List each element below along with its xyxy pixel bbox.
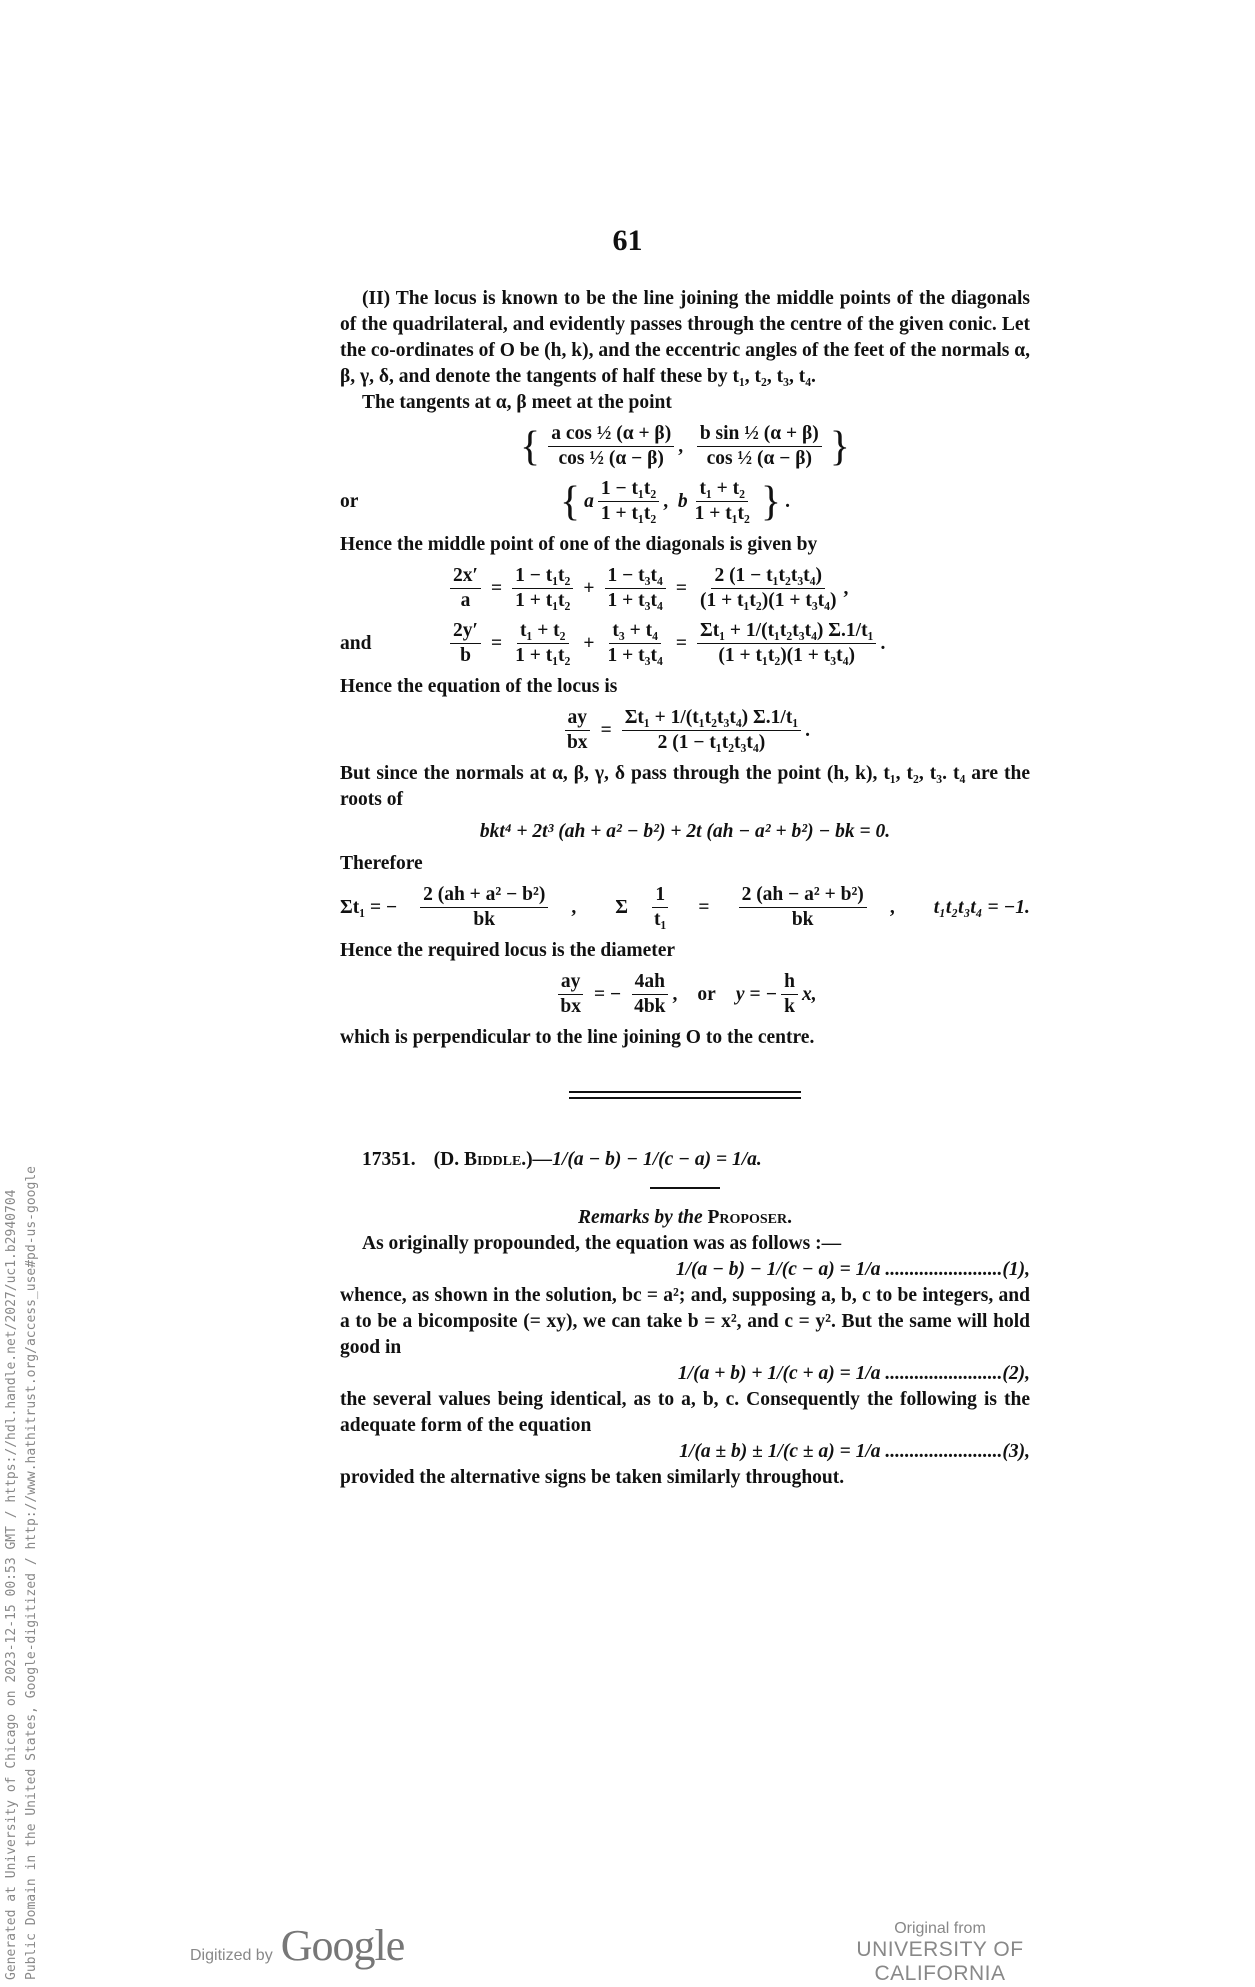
equation-sums: Σt₁ = − $\frac{\text{2 (ah + a² − b²)}}{bk}$ , Σ $\frac{1}{\text{t₁}}$ = $\frac{\text{2 (ah − a² + b²)}}{bk}$ , t₁t₂t₃t₄ = −1. bbox=[340, 884, 1030, 930]
original-from-label: Original from bbox=[894, 1920, 986, 1937]
remarks-title: Remarks by the Proposer. bbox=[578, 1207, 792, 1228]
short-divider bbox=[650, 1187, 720, 1189]
equation-locus: $\frac{ay}{bx}$ = $\frac{\text{Σt₁ + 1/(t₁t₂t₃t₄) Σ.1/t₁}}{\text{2 (1 − t₁t₂t₃t₄)}}$ . bbox=[340, 706, 1030, 755]
university-label: UNIVERSITY OF CALIFORNIA bbox=[856, 1938, 1024, 1985]
section-divider bbox=[569, 1091, 801, 1099]
problem-number: 17351. bbox=[362, 1149, 416, 1170]
equation-3: 1/(a ± b) ± 1/(c ± a) = 1/a ........................(3), bbox=[679, 1441, 1030, 1462]
problem-heading bbox=[340, 1147, 1030, 1173]
provenance-sidebar bbox=[0, 980, 60, 1980]
problem-statement: —1/(a − b) − 1/(c − a) = 1/a. bbox=[532, 1149, 762, 1170]
remarks-intro: As originally propounded, the equation was as follows :— bbox=[362, 1233, 842, 1254]
equation-mid-y: and $\frac{2y'}{b}$ = $\frac{\text{t₁ + t₂}}{\text{1 + t₁t₂}}$ + $\frac{\text{t₃ + t₄}}{\text{1 + t₃t₄}}$ = $\frac{\text{Σt₁ + 1/(t₁t₂t₃t₄) Σ.1/t₁}}{\text{(1 + t₁t₂)(1 + t₃t₄)}}$ . bbox=[340, 620, 886, 666]
paragraph-normals: But since the normals at α, β, γ, δ pass through the point (h, k), t₁, t₂, t₃. t₄ are the roots of bbox=[340, 763, 1030, 810]
paragraph-tangents: The tangents at α, β meet at the point bbox=[362, 392, 672, 413]
sidebar-line-2: Public Domain in the United States, Google-digitized / http://www.hathitrust.org/access_use#pd-us-google bbox=[24, 1166, 39, 1980]
equation-mid-x: $\frac{2x'}{a}$ = $\frac{\text{1 − t₁t₂}}{\text{1 + t₁t₂}}$ + $\frac{\text{1 − t₃t₄}}{\text{1 + t₃t₄}}$ = $\frac{\text{2 (1 − t₁t₂t₃t₄)}}{\text{(1 + t₁t₂)(1 + t₃t₄)}}$ , bbox=[340, 564, 1030, 613]
sidebar-line-1: Generated at University of Chicago on 2023-12-15 00:53 GMT / https://hdl.handle.net/2027/uc1.b2940704 bbox=[4, 1189, 19, 1980]
remarks-paragraph-2: whence, as shown in the solution, bc = a²; and, supposing a, b, c to be integers, and a to be a bicomposite (= xy), we can take b = x², and c = y². But the same will hold good in bbox=[340, 1285, 1030, 1358]
equation-quartic: bkt⁴ + 2t³ (ah + a² − b²) + 2t (ah − a² + b²) − bk = 0. bbox=[479, 821, 891, 842]
paragraph-diameter: Hence the required locus is the diameter bbox=[340, 940, 676, 961]
digitized-by-label: Digitized by bbox=[190, 1947, 273, 1964]
equation-2: 1/(a + b) + 1/(c + a) = 1/a ........................(2), bbox=[677, 1363, 1030, 1384]
equation-tangent-point-t: or { a $\frac{\text{1 − t₁t₂}}{\text{1 + t₁t₂}}$ , b $\frac{\text{t₁ + t₂}}{\text{1 + t₁t₂}}$ } . bbox=[340, 478, 790, 525]
paragraph-perpendicular: which is perpendicular to the line joining O to the centre. bbox=[340, 1027, 815, 1048]
paragraph-locus-intro: (II) The locus is known to be the line joining the middle points of the diagonals of the quadrilateral, and evidently passes through the centre of the given conic. Let the co-ordinates of O be (h, k), and the eccentric angles of the feet of the normals α, β, γ, δ, and denote the tangents of half these by t₁, t₂, t₃, t₄. bbox=[340, 288, 1031, 387]
digitized-by-google bbox=[190, 1920, 404, 1971]
paragraph-locus-equation: Hence the equation of the locus is bbox=[340, 676, 618, 697]
remarks-paragraph-3: the several values being identical, as to a, b, c. Consequently the following is the adequate form of the equation bbox=[340, 1389, 1030, 1436]
problem-author: (D. Biddle.) bbox=[433, 1149, 533, 1170]
page-number: 61 bbox=[612, 224, 643, 257]
equation-diameter: $\frac{ay}{bx}$ = − $\frac{4ah}{4bk}$ , or y = − $\frac{h}{k}$ x, bbox=[340, 970, 1030, 1019]
equation-tangent-point: { $\frac{\text{a cos ½ (α + β)}}{\text{cos ½ (α − β)}}$ , $\frac{\text{b sin ½ (α + β)}}{\text{cos ½ (α − β)}}$ } bbox=[520, 423, 850, 470]
google-logo: Google bbox=[280, 1921, 405, 1970]
paragraph-middle-point: Hence the middle point of one of the diagonals is given by bbox=[340, 534, 818, 555]
equation-1: 1/(a − b) − 1/(c − a) = 1/a ........................(1), bbox=[675, 1259, 1030, 1280]
paragraph-therefore: Therefore bbox=[340, 853, 423, 874]
original-from bbox=[790, 1920, 1090, 1986]
remarks-paragraph-4: provided the alternative signs be taken similarly throughout. bbox=[340, 1467, 845, 1488]
page-body bbox=[340, 286, 1030, 1491]
